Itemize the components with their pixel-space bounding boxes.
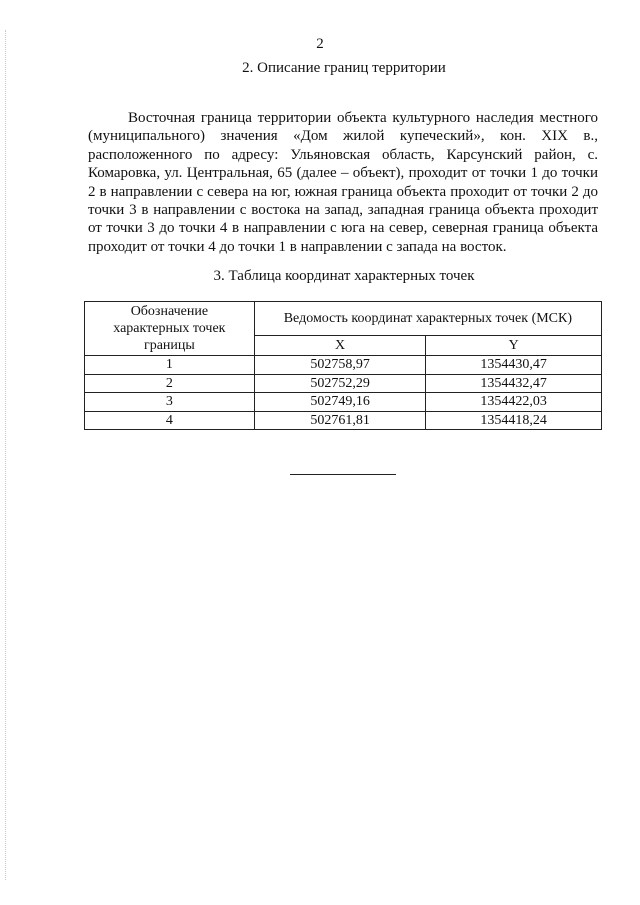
table-header-row — [85, 302, 602, 336]
coord-y: 1354422,03 — [426, 393, 602, 412]
coord-x: 502758,97 — [254, 356, 426, 375]
boundary-description: Восточная граница территории объекта культурного наследия местного (муниципального) значения «Дом жилой купеческий», кон. XIX в., расположенного по адресу: Ульяновская область, Карсунский район, с. Комаровка, ул. Центральная, 65 (далее – объект), проходит от точки 1 до точки 2 в направлении с севера на юг, южная граница объекта проходит от точки 2 до точки 3 в направлении с востока на запад, западная граница объекта проходит от точки 3 до точки 4 в направлении с юга на север, северная граница объекта проходит от точки 4 до точки 1 в направлении с запада на восток. — [88, 110, 598, 255]
point-number: 1 — [85, 356, 255, 375]
coord-x: 502749,16 — [254, 393, 426, 412]
table-row — [85, 411, 602, 430]
table-row — [85, 356, 602, 375]
point-number: 2 — [85, 374, 255, 393]
table-row — [85, 393, 602, 412]
header-point-designation: Обозначение характерных точек границы — [85, 302, 255, 356]
section-3-heading: 3. Таблица координат характерных точек — [213, 268, 475, 284]
header-y: Y — [426, 336, 602, 356]
header-coordinates-list: Ведомость координат характерных точек (МСК) — [254, 302, 601, 336]
end-separator-line — [290, 474, 396, 475]
section-2-heading: 2. Описание границ территории — [242, 60, 446, 76]
coord-y: 1354430,47 — [426, 356, 602, 375]
header-x: X — [254, 336, 426, 356]
page-number: 2 — [316, 36, 324, 52]
coord-x: 502752,29 — [254, 374, 426, 393]
point-number: 4 — [85, 411, 255, 430]
coord-y: 1354432,47 — [426, 374, 602, 393]
table-row — [85, 374, 602, 393]
point-number: 3 — [85, 393, 255, 412]
coordinates-table — [84, 301, 602, 430]
coord-x: 502761,81 — [254, 411, 426, 430]
coord-y: 1354418,24 — [426, 411, 602, 430]
margin-binding-dots — [5, 30, 6, 880]
